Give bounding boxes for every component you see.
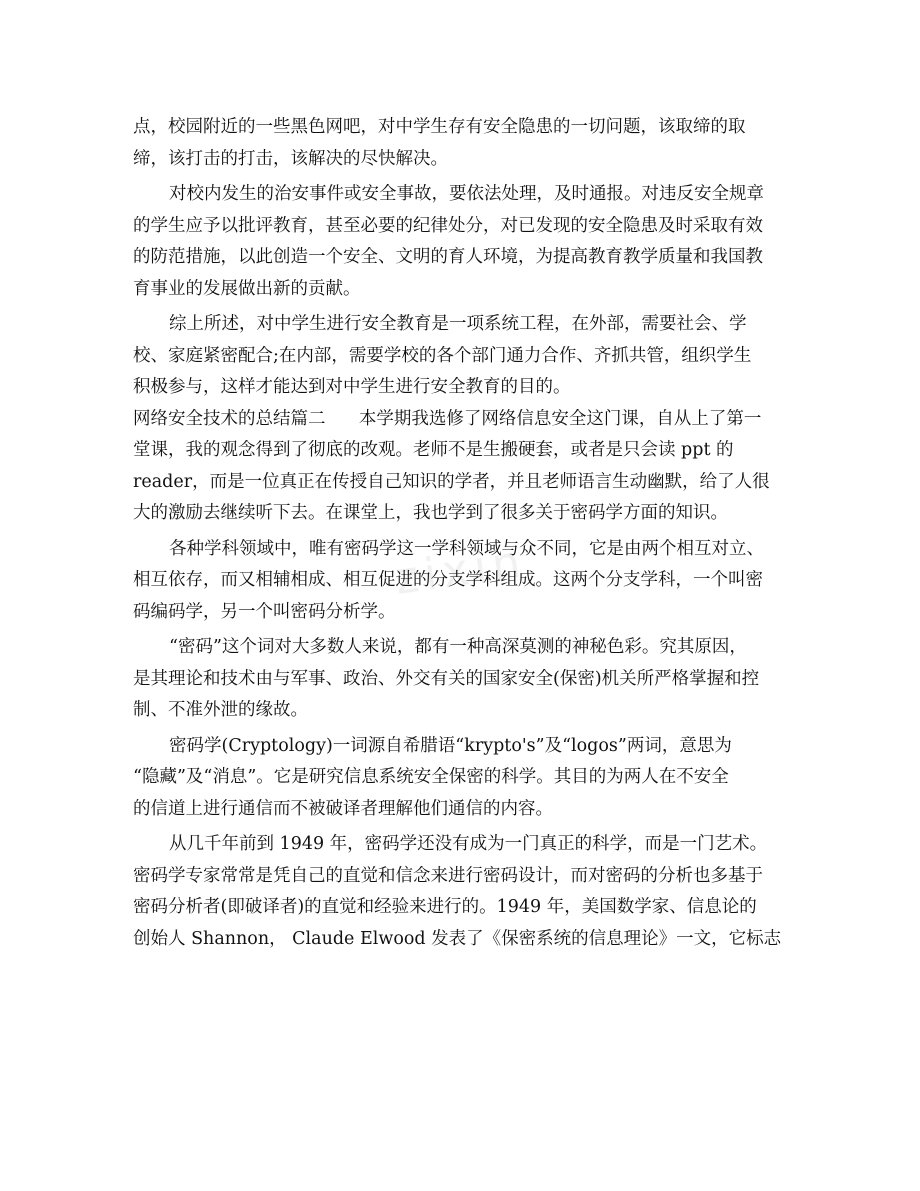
watermark: zixin xyxy=(392,536,530,605)
text-line: 从几千年前到 1949 年，密码学还没有成为一门真正的科学，而是一门艺术。 xyxy=(169,834,768,854)
text-line: 创始人 Shannon， Claude Elwood 发表了《保密系统的信息理论》一文，它标志 xyxy=(133,928,782,949)
text-line: 密码学专家常常是凭自己的直觉和信念来进行密码设计，而对密码的分析也多基于 xyxy=(133,865,763,886)
text-line: 各种学科领域中，唯有密码学这一学科领域与众不同，它是由两个相互对立、 xyxy=(169,538,764,559)
text-line: 的学生应予以批评教育，甚至必要的纪律处分，对已发现的安全隐患及时采取有效 xyxy=(133,215,763,236)
text-line: 对校内发生的治安事件或安全事故，要依法处理，及时通报。对违反安全规章 xyxy=(169,184,764,204)
text-line: reader，而是一位真正在传授自己知识的学者，并且老师语言生动幽默，给了人很 xyxy=(133,471,770,492)
text-line: 积极参与，这样才能达到对中学生进行安全教育的目的。 xyxy=(133,377,571,397)
text-line: “隐藏”及“消息”。它是研究信息系统安全保密的科学。其目的为两人在不安全 xyxy=(133,767,729,787)
text-line: 大的激励去继续听下去。在课堂上，我也学到了很多关于密码学方面的知识。 xyxy=(133,503,728,523)
text-line: 育事业的发展做出新的贡献。 xyxy=(133,278,361,299)
text-line: 的信道上进行通信而不被破译者理解他们通信的内容。 xyxy=(133,798,553,819)
text-line: 码编码学，另一个叫密码分析学。 xyxy=(133,601,396,622)
text-line: 是其理论和技术由与军事、政治、外交有关的国家安全(保密)机关所严格掌握和控 xyxy=(133,668,760,689)
text-line: 综上所述，对中学生进行安全教育是一项系统工程，在外部，需要社会、学 xyxy=(169,314,747,334)
text-line: 校、家庭紧密配合;在内部，需要学校的各个部门通力合作、齐抓共管，组织学生 xyxy=(133,345,752,366)
text-line: 点，校园附近的一些黑色网吧，对中学生存有安全隐患的一切问题，该取缔的取 xyxy=(133,117,746,137)
text-line: 密码分析者(即破译者)的直觉和经验来进行的。1949 年，美国数学家、信息论的 xyxy=(133,897,757,917)
text-line: 堂课，我的观念得到了彻底的改观。老师不是生搬硬套，或者是只会读 ppt 的 xyxy=(133,440,734,460)
text-line: 的防范措施，以此创造一个安全、文明的育人环境，为提高教育教学质量和我国教 xyxy=(133,247,763,267)
text-line: 缔，该打击的打击，该解决的尽快解决。 xyxy=(133,148,448,169)
text-line: 网络安全技术的总结篇二 本学期我选修了网络信息安全这门课，自从上了第一 xyxy=(133,408,762,429)
text-line: 密码学(Cryptology)一词源自希腊语“krypto's”及“logos”两词，意思为 xyxy=(169,735,732,756)
document-body xyxy=(133,112,793,955)
text-line: 制、不准外泄的缘故。 xyxy=(133,700,308,720)
text-line: 相互依存，而又相辅相成、相互促进的分支学科组成。这两个分支学科，一个叫密 xyxy=(133,570,763,590)
text-line: “密码”这个词对大多数人来说，都有一种高深莫测的神秘色彩。究其原因， xyxy=(169,637,747,657)
